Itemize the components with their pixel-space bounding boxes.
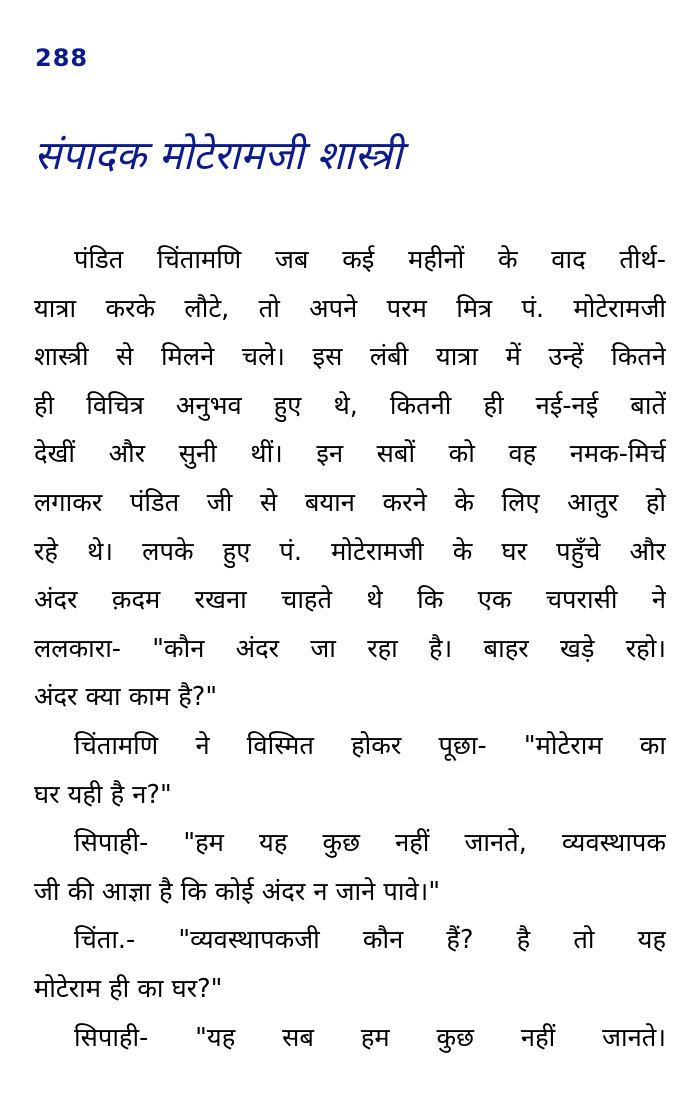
text-line: अंदर क़दम रखना चाहते थे कि एक चपरासी ने: [34, 585, 666, 616]
text-line: देखीं और सुनी थीं। इन सबों को वह नमक-मिर्च: [34, 439, 666, 470]
text-line: यात्रा करके लौटे, तो अपने परम मित्र पं. मोटेरामजी: [34, 293, 666, 324]
text-line: ललकारा- "कौन अंदर जा रहा है। बाहर खड़े रहो।: [34, 633, 666, 664]
chapter-title: संपादक मोटेरामजी शास्त्री: [34, 133, 403, 179]
text-line: जी की आज्ञा है कि कोई अंदर न जाने पावे।": [34, 876, 441, 907]
text-line: शास्त्री से मिलने चले। इस लंबी यात्रा में उन्हें कितने: [34, 342, 666, 373]
text-line: सिपाही- "हम यह कुछ नहीं जानते, व्यवस्थापक: [74, 828, 666, 859]
text-line: घर यही है न?": [34, 779, 172, 810]
text-line: मोटेराम ही का घर?": [34, 973, 223, 1004]
page-number: 288: [35, 44, 89, 72]
text-line: अंदर क्या काम है?": [34, 682, 218, 713]
text-line: चिंता.- "व्यवस्थापकजी कौन हैं? है तो यह: [74, 925, 666, 956]
text-line: सिपाही- "यह सब हम कुछ नहीं जानते।: [74, 1022, 666, 1053]
body-text: [34, 236, 666, 1062]
text-line: रहे थे। लपके हुए पं. मोटेरामजी के घर पहुँचे और: [34, 536, 666, 567]
text-line: पंडित चिंतामणि जब कई महीनों के वाद तीर्थ-: [74, 245, 666, 275]
text-line: ही विचित्र अनुभव हुए थे, कितनी ही नई-नई बातें: [34, 390, 666, 421]
text-line: चिंतामणि ने विस्मित होकर पूछा- "मोटेराम का: [74, 730, 666, 761]
text-line: लगाकर पंडित जी से बयान करने के लिए आतुर हो: [34, 487, 666, 518]
